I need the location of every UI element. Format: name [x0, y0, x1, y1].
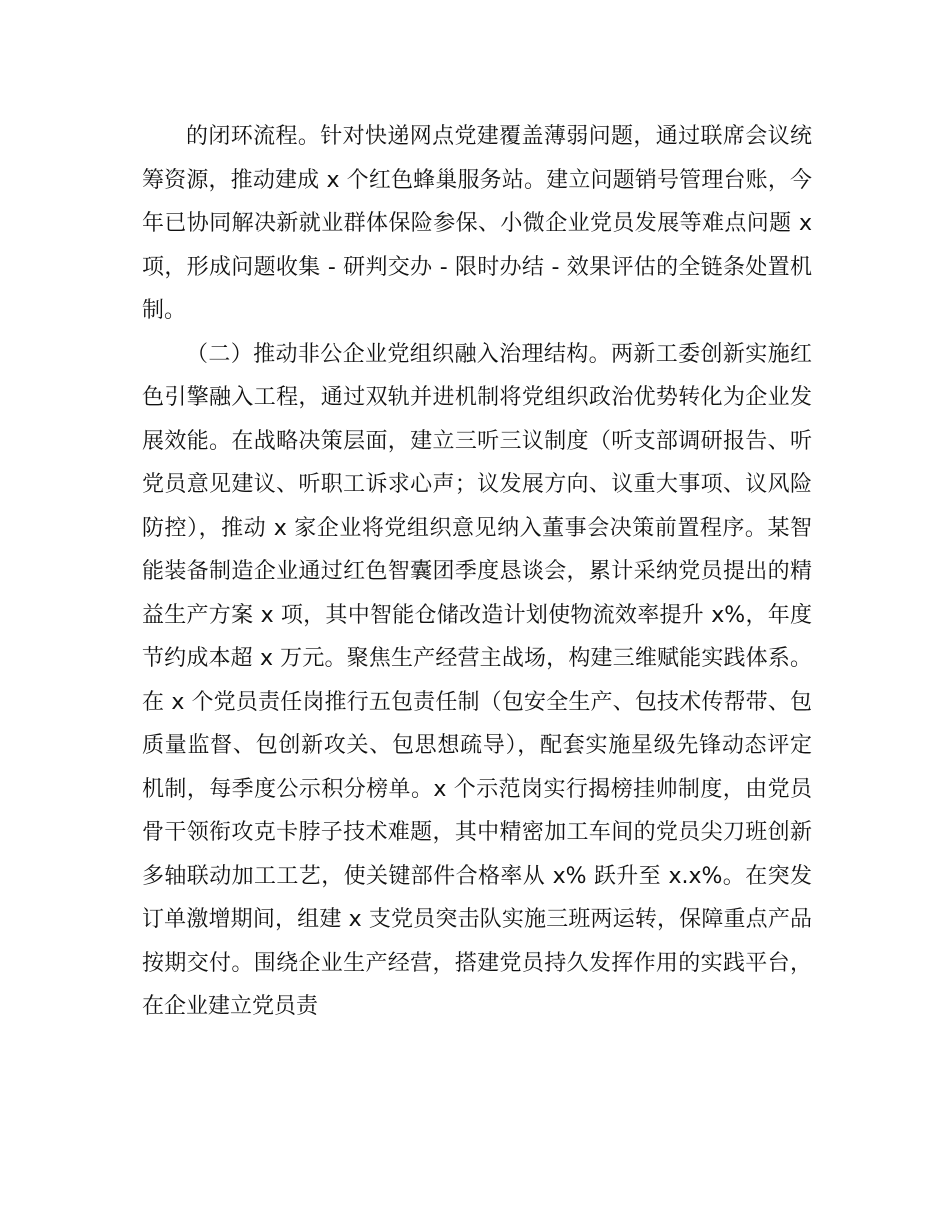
body-text	[142, 115, 812, 1029]
paragraph-closed-loop-process: 的闭环流程。针对快递网点党建覆盖薄弱问题，通过联席会议统筹资源，推动建成 x 个红色蜂巢服务站。建立问题销号管理台账，今年已协同解决新就业群体保险参保、小微企业党员发展等难点问题 x 项，形成问题收集 - 研判交办 - 限时办结 - 效果评估的全链条处置机制。	[142, 124, 812, 323]
paragraph-party-integration: （二）推动非公企业党组织融入治理结构。两新工委创新实施红色引擎融入工程，通过双轨并进机制将党组织政治优势转化为企业发展效能。在战略决策层面，建立三听三议制度（听支部调研报告、听党员意见建议、听职工诉求心声；议发展方向、议重大事项、议风险防控），推动 x 家企业将党组织意见纳入董事会决策前置程序。某智能装备制造企业通过红色智囊团季度恳谈会，累计采纳党员提出的精益生产方案 x 项，其中智能仓储改造计划使物流效率提升 x%，年度节约成本超 x 万元。聚焦生产经营主战场，构建三维赋能实践体系。在 x 个党员责任岗推行五包责任制（包安全生产、包技术传帮带、包质量监督、包创新攻关、包思想疏导），配套实施星级先锋动态评定机制，每季度公示积分榜单。x 个示范岗实行揭榜挂帅制度，由党员骨干领衔攻克卡脖子技术难题，其中精密加工车间的党员尖刀班创新多轴联动加工工艺，使关键部件合格率从 x% 跃升至 x.x%。在突发订单激增期间，组建 x 支党员突击队实施三班两运转，保障重点产品按期交付。围绕企业生产经营，搭建党员持久发挥作用的实践平台，在企业建立党员责	[142, 341, 812, 1019]
